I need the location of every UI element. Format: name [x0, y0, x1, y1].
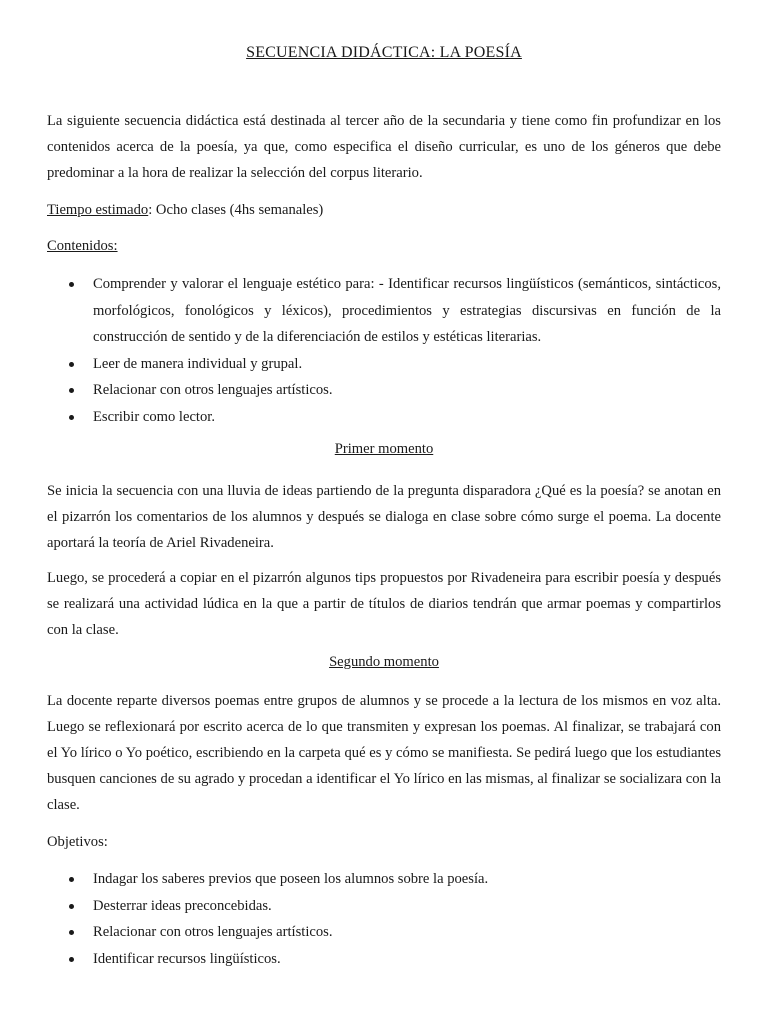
- list-item: Leer de manera individual y grupal.: [47, 351, 721, 378]
- tiempo-label: Tiempo estimado: [47, 202, 149, 218]
- primer-momento-paragraph-1: Se inicia la secuencia con una lluvia de ideas partiendo de la pregunta disparadora ¿Qué es la poesía? se anotan en el pizarrón los comentarios de los alumnos y después se dialoga en clase sobre cómo surge el poema. La docente aportará la teoría de Ariel Rivadeneira.: [47, 483, 721, 551]
- contenidos-list: [47, 271, 721, 430]
- contenidos-heading: [47, 233, 721, 259]
- bullet-icon: [69, 877, 74, 882]
- list-item: Relacionar con otros lenguajes artísticos.: [47, 919, 721, 946]
- bullet-icon: [69, 415, 74, 420]
- bullet-icon: [69, 904, 74, 909]
- list-item: Escribir como lector.: [47, 404, 721, 431]
- intro-text: La siguiente secuencia didáctica está destinada al tercer año de la secundaria y tiene como fin profundizar en los contenidos acerca de la poesía, ya que, como especifica el diseño curricular, es uno de los géneros que debe predominar a la hora de realizar la selección del corpus literario.: [47, 113, 721, 181]
- bullet-icon: [69, 362, 74, 367]
- tiempo-value: : Ocho clases (4hs semanales): [148, 202, 324, 218]
- contenidos-label: Contenidos:: [47, 238, 118, 254]
- bullet-icon: [69, 930, 74, 935]
- bullet-icon: [69, 388, 74, 393]
- list-item: Desterrar ideas preconcebidas.: [47, 893, 721, 920]
- intro-paragraph: [47, 108, 721, 186]
- objetivos-label: Objetivos:: [47, 834, 108, 850]
- segundo-momento-heading: Segundo momento: [329, 654, 439, 670]
- tiempo-line: [47, 197, 721, 223]
- list-item: Identificar recursos lingüísticos.: [47, 946, 721, 973]
- bullet-icon: [69, 282, 74, 287]
- objetivos-heading: [47, 829, 721, 855]
- list-item: Comprender y valorar el lenguaje estético para: - Identificar recursos lingüísticos (semánticos, sintácticos, morfológicos, fonológicos y léxicos), procedimientos y estrategias discursivas en función de la construcción de sentido y de la diferenciación de estilos y estéticas literarias.: [47, 271, 721, 351]
- bullet-icon: [69, 957, 74, 962]
- document-title: SECUENCIA DIDÁCTICA: LA POESÍA: [246, 44, 522, 61]
- primer-momento-paragraph-2: Luego, se procederá a copiar en el pizarrón algunos tips propuestos por Rivadeneira para escribir poesía y después se realizará una actividad lúdica en la que a partir de títulos de diarios tendrán que armar poemas y compartirlos con la clase.: [47, 570, 721, 638]
- list-item: Relacionar con otros lenguajes artísticos.: [47, 377, 721, 404]
- objetivos-list: [47, 866, 721, 972]
- list-item: Indagar los saberes previos que poseen los alumnos sobre la poesía.: [47, 866, 721, 893]
- segundo-momento-paragraph: La docente reparte diversos poemas entre grupos de alumnos y se procede a la lectura de los mismos en voz alta. Luego se reflexionará por escrito acerca de lo que transmiten y expresan los poemas. Al finalizar, se trabajará con el Yo lírico o Yo poético, escribiendo en la carpeta qué es y cómo se manifiesta. Se pedirá luego que los estudiantes busquen canciones de su agrado y procedan a identificar el Yo lírico en las mismas, al finalizar se socializara con la clase.: [47, 693, 721, 813]
- primer-momento-heading: Primer momento: [334, 441, 434, 457]
